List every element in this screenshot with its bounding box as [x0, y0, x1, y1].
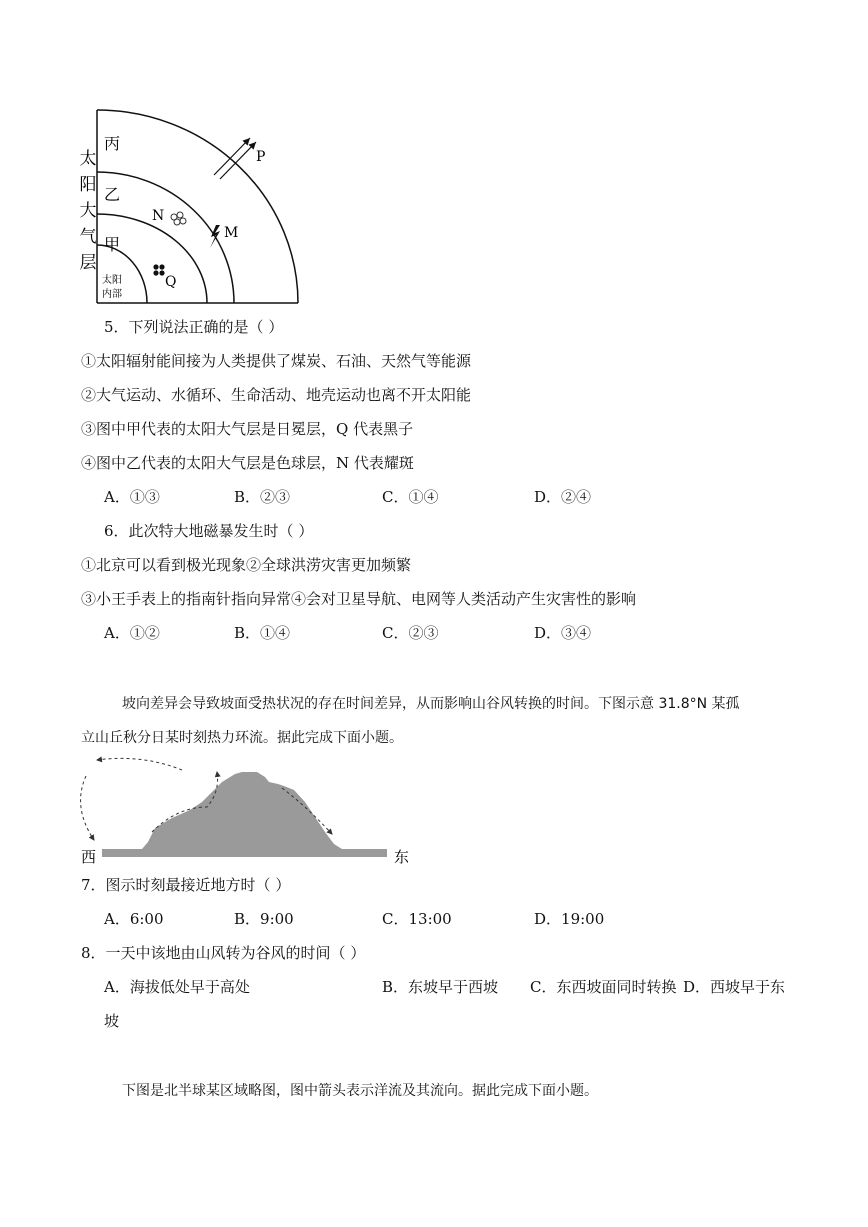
q7-option-c[interactable]: C．13:00	[382, 910, 452, 928]
side-label-char: 气	[79, 227, 97, 247]
q6-statement: ③小王手表上的指南针指向异常④会对卫星导航、电网等人类活动产生灾害性的影响	[81, 590, 637, 608]
q6-option-b[interactable]: B．①④	[234, 624, 291, 642]
marker-p: P	[256, 149, 266, 165]
q5-option-a[interactable]: A．①③	[104, 488, 160, 506]
mountain-circulation-figure	[72, 752, 422, 867]
prominence-icon	[171, 212, 186, 225]
q5-statement: ④图中乙代表的太阳大气层是色球层，N 代表耀斑	[81, 454, 414, 472]
side-label-char: 大	[79, 201, 97, 221]
q7-option-a[interactable]: A．6:00	[104, 910, 164, 928]
q8-option-a[interactable]: A．海拔低处早于高处	[104, 978, 250, 996]
q5-option-c[interactable]: C．①④	[382, 488, 439, 506]
q8-option-c[interactable]: C．东西坡面同时转换	[530, 978, 677, 996]
west-label: 西	[81, 848, 97, 866]
q5-statement: ③图中甲代表的太阳大气层是日冕层，Q 代表黑子	[81, 420, 414, 438]
q8-option-d[interactable]: D．西坡早于东	[683, 978, 786, 996]
marker-q: Q	[165, 274, 177, 290]
side-label-char: 阳	[79, 175, 97, 195]
solar-atmosphere-figure	[70, 100, 310, 310]
q7-stem: 7．图示时刻最接近地方时（ ）	[81, 876, 291, 894]
q8-option-d-wrap: 坡	[104, 1012, 120, 1030]
q6-option-a[interactable]: A．①②	[104, 624, 160, 642]
q6-option-d[interactable]: D．③④	[534, 624, 592, 642]
mountain-shape	[102, 772, 387, 857]
intro-paragraph-line: 下图是北半球某区域略图，图中箭头表示洋流及其流向。据此完成下面小题。	[122, 1083, 598, 1099]
east-label: 东	[394, 848, 410, 866]
q6-stem: 6．此次特大地磁暴发生时（ ）	[104, 522, 314, 540]
q5-statement: ②大气运动、水循环、生命活动、地壳运动也离不开太阳能	[81, 386, 472, 404]
marker-n: N	[152, 208, 165, 224]
bing-layer-arc	[97, 110, 298, 303]
sunspot-dots-icon	[153, 264, 164, 275]
q7-option-b[interactable]: B．9:00	[234, 910, 294, 928]
q8-stem: 8．一天中该地由山风转为谷风的时间（ ）	[81, 944, 366, 962]
q5-stem: 5．下列说法正确的是（ ）	[104, 318, 284, 336]
layer-label-bing: 丙	[104, 134, 121, 153]
side-label-char: 太	[79, 149, 97, 169]
q8-option-b[interactable]: B．东坡早于西坡	[382, 978, 499, 996]
solar-wind-arrows-p	[214, 138, 256, 179]
upper-return-arrow	[97, 758, 182, 770]
layer-label-jia: 甲	[104, 235, 121, 254]
q5-option-b[interactable]: B．②③	[234, 488, 291, 506]
inner-label-line2: 内部	[102, 289, 122, 300]
marker-m: M	[224, 225, 239, 241]
q6-statement: ①北京可以看到极光现象②全球洪涝灾害更加频繁	[81, 556, 412, 574]
intro-paragraph-line: 立山丘秋分日某时刻热力环流。据此完成下面小题。	[81, 730, 403, 746]
intro-paragraph-line: 坡向差异会导致坡面受热状况的存在时间差异，从而影响山谷风转换的时间。下图示意 31.8°N 某孤	[122, 696, 740, 712]
inner-label-line1: 太阳	[102, 275, 122, 286]
side-label-char: 层	[79, 253, 97, 273]
q6-option-c[interactable]: C．②③	[382, 624, 439, 642]
west-descending-arrow	[81, 776, 94, 840]
q5-statement: ①太阳辐射能间接为人类提供了煤炭、石油、天然气等能源	[81, 352, 472, 370]
layer-label-yi: 乙	[104, 185, 121, 204]
q7-option-d[interactable]: D．19:00	[534, 910, 605, 928]
q5-option-d[interactable]: D．②④	[534, 488, 592, 506]
